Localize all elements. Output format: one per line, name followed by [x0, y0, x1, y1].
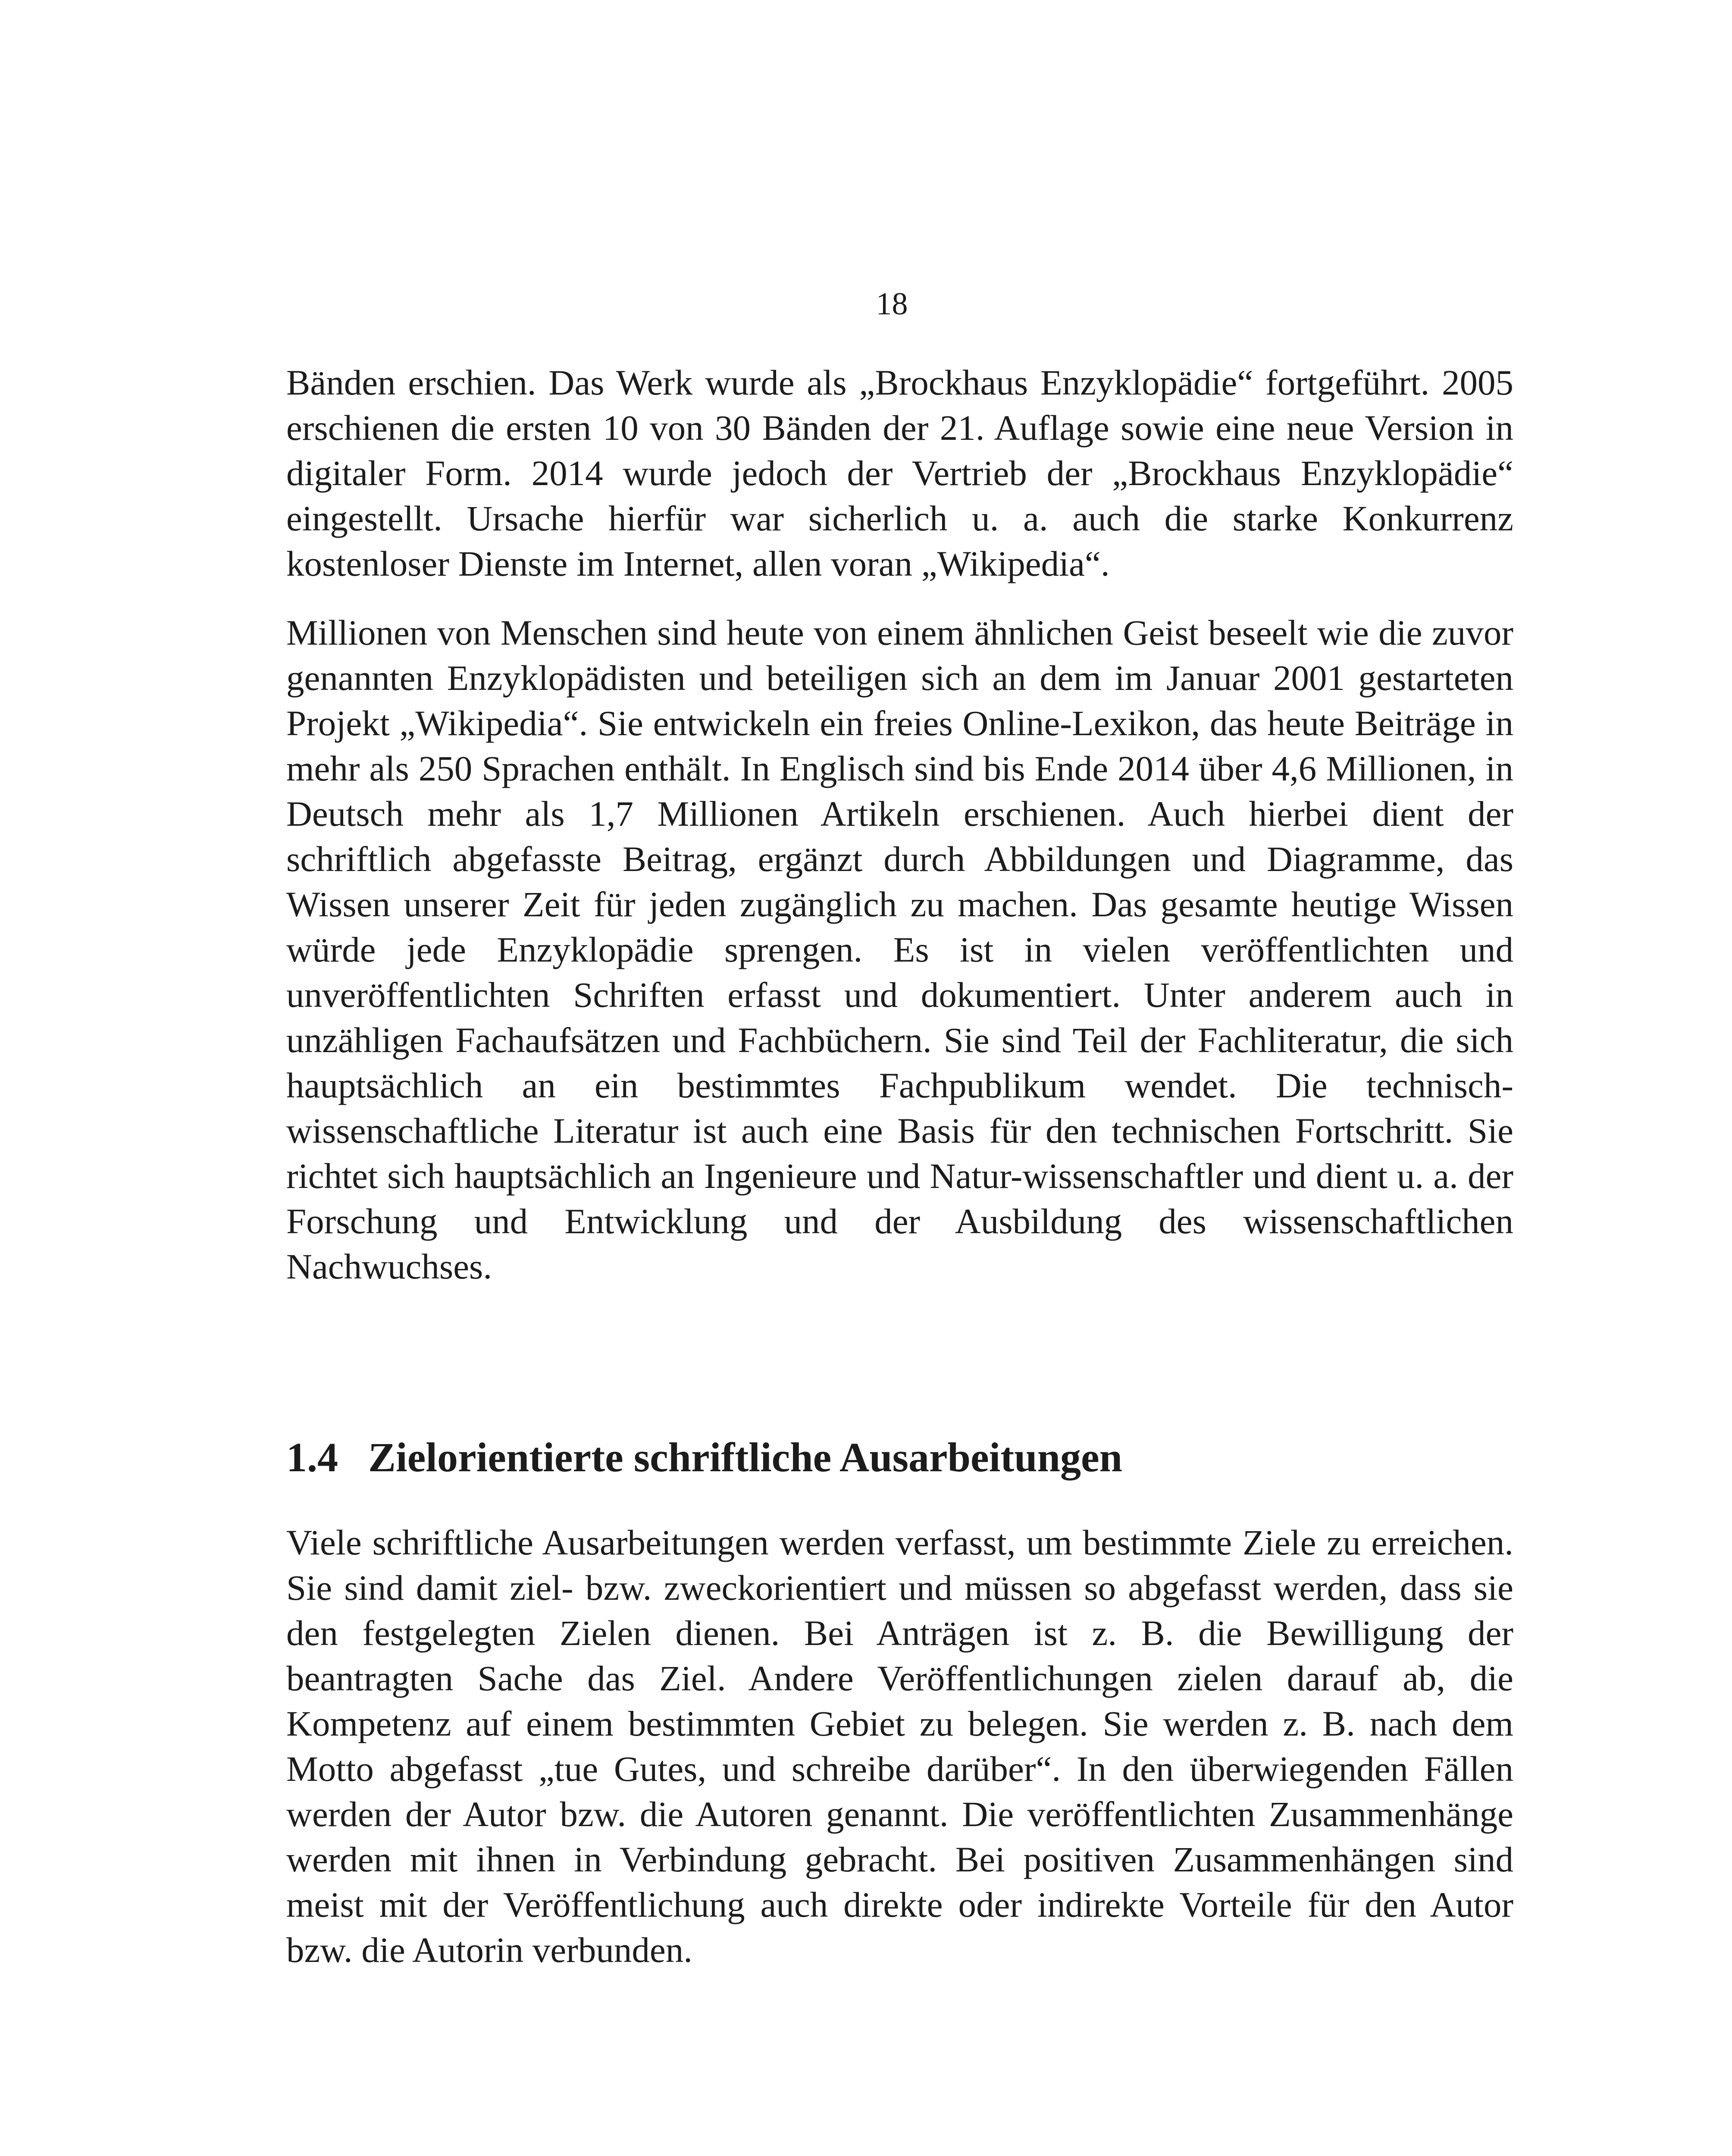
body-paragraph-1: Bänden erschien. Das Werk wurde als „Brockhaus Enzyklopädie“ fortgeführt. 2005 erschienen die ersten 10 von 30 Bänden der 21. Auflage sowie eine neue Version in digitaler Form. 2014 wurde jedoch der Vertrieb der „Brockhaus Enzyklopädie“ eingestellt. Ursache hierfür war sicherlich u. a. auch die starke Konkurrenz kostenloser Dienste im Internet, allen voran „Wikipedia“.: [286, 363, 1513, 583]
section-paragraph: Viele schriftliche Ausarbeitungen werden verfasst, um bestimmte Ziele zu erreichen. Sie sind damit ziel- bzw. zweckorientiert und müssen so abgefasst werden, dass sie den festgelegten Zielen dienen. Bei Anträgen ist z. B. die Bewilligung der beantragten Sache das Ziel. Andere Veröffentlichungen zielen darauf ab, die Kompetenz auf einem bestimmten Gebiet zu belegen. Sie werden z. B. nach dem Motto abgefasst „tue Gutes, und schreibe darüber“. In den überwiegenden Fällen werden der Autor bzw. die Autoren genannt. Die veröffentlichten Zusammenhänge werden mit ihnen in Verbindung gebracht. Bei positiven Zusammenhängen sind meist mit der Veröffentlichung auch direkte oder indirekte Vorteile für den Autor bzw. die Autorin verbunden.: [286, 1523, 1513, 1970]
section-number: 1.4: [286, 1434, 338, 1480]
section-heading: [286, 1432, 1513, 1483]
body-paragraph-2: Millionen von Menschen sind heute von einem ähnlichen Geist beseelt wie die zuvor genannten Enzyklopädisten und beteiligen sich an dem im Januar 2001 gestarteten Projekt „Wikipedia“. Sie entwickeln ein freies Online-Lexikon, das heute Beiträge in mehr als 250 Sprachen enthält. In Englisch sind bis Ende 2014 über 4,6 Millionen, in Deutsch mehr als 1,7 Millionen Artikeln erschienen. Auch hierbei dient der schriftlich abgefasste Beitrag, ergänzt durch Abbildungen und Diagramme, das Wissen unserer Zeit für jeden zugänglich zu machen. Das gesamte heutige Wissen würde jede Enzyklopädie sprengen. Es ist in vielen veröffentlichten und unveröffentlichten Schriften erfasst und dokumentiert. Unter anderem auch in unzähligen Fachaufsätzen und Fachbüchern. Sie sind Teil der Fachliteratur, die sich hauptsächlich an ein bestimmtes Fachpublikum wendet. Die technisch-wissenschaftliche Literatur ist auch eine Basis für den technischen Fortschritt. Sie richtet sich hauptsächlich an Ingenieure und Natur-wissenschaftler und dient u. a. der Forschung und Entwicklung und der Ausbildung des wissenschaftlichen Nachwuchses.: [286, 613, 1513, 1286]
section-title: Zielorientierte schriftliche Ausarbeitungen: [368, 1434, 1123, 1480]
page-number: 18: [876, 286, 908, 322]
